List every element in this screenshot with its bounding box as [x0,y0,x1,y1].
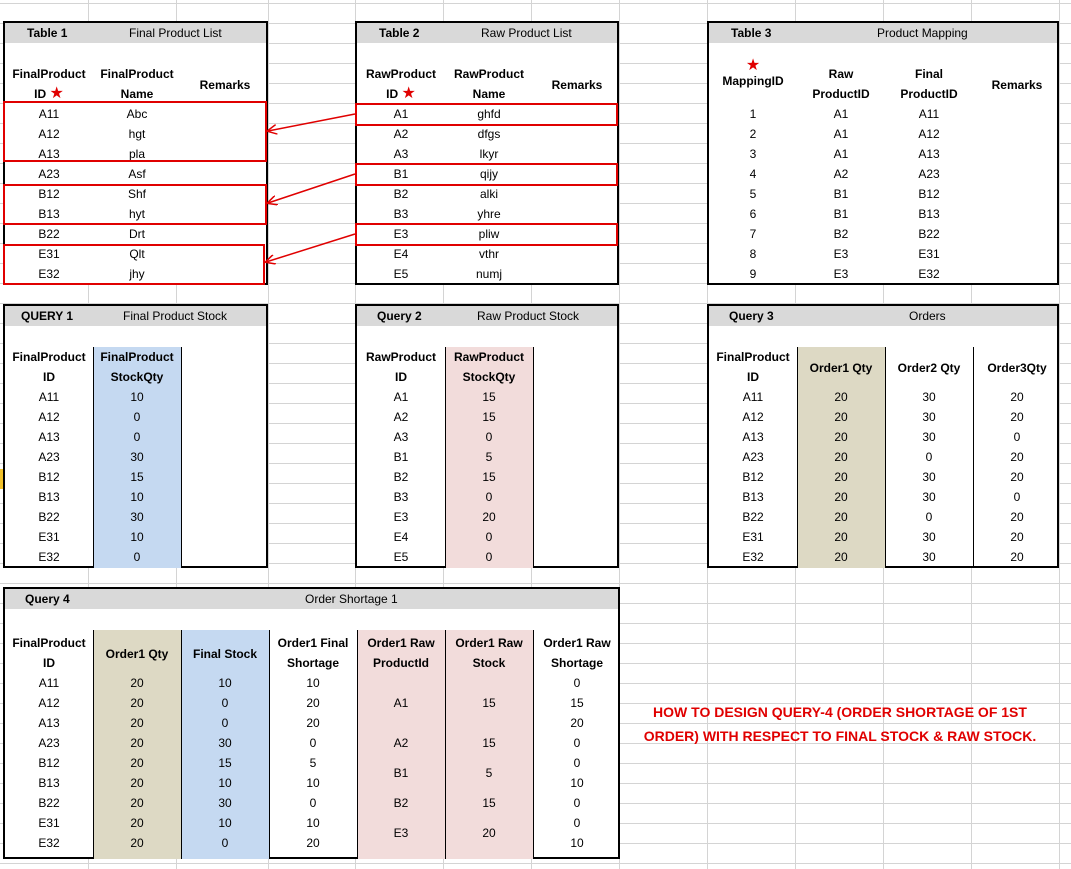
table3-col-raw [797,64,885,104]
query4-cell: A23 [38,736,60,750]
table2-col-id [357,64,445,104]
query4-cell: B13 [38,776,60,790]
query2-cell: 15 [482,390,496,404]
table2-col-name-line2: Name [472,87,506,101]
query4-cell: 10 [218,676,232,690]
query3-cell: 20 [1010,390,1024,404]
query4-col-raw-product-line2: ProductId [373,656,429,670]
table3-col-remarks: Remarks [991,78,1043,92]
query3-cell: 30 [922,430,936,444]
query4-cell: 0 [573,816,581,830]
query3-cell: 20 [1010,510,1024,524]
table1-cell: Qlt [129,247,145,261]
query4-cell: 5 [309,756,317,770]
table2-col-id-text: ID [386,87,399,101]
query3-cell: 0 [925,450,933,464]
query3-cell: E31 [742,530,764,544]
query4-cell: 10 [218,816,232,830]
table3-cell: A13 [918,147,940,161]
query4-raw-product-cell: A2 [393,736,409,750]
query1-cell: 0 [133,430,141,444]
table2-cell: B1 [393,167,409,181]
table1-col-id-line1: FinalProduct [12,67,86,81]
query1-cell: A11 [38,390,60,404]
query1-cell: A23 [38,450,60,464]
table2-cell: qijy [479,167,498,181]
query4-cell: 10 [306,816,320,830]
query1-col-id-line1: FinalProduct [12,350,86,364]
query2-cell: A1 [393,390,409,404]
query4-col-raw-product-line1: Order1 Raw [367,636,435,650]
query1-cell: E31 [38,530,60,544]
table3-cell: B12 [918,187,940,201]
query2-cell: E5 [393,550,409,564]
query4-col-final-shortage-line1: Order1 Final [277,636,349,650]
key-star-icon: ★ [401,85,416,102]
query3-cell: 20 [834,550,848,564]
query3-cell: B22 [742,510,764,524]
query2-cell: 0 [485,530,493,544]
table1-col-name-line1: FinalProduct [100,67,174,81]
query4-cell: B22 [38,796,60,810]
table2-cell: B2 [393,187,409,201]
query1-cell: A13 [38,430,60,444]
table1-cell: Abc [126,107,148,121]
table1-cell: Shf [127,187,146,201]
table1-cell: B22 [38,227,60,241]
query4-title: Order Shortage 1 [305,592,398,606]
query3-cell: 20 [1010,450,1024,464]
query3-col-id-line1: FinalProduct [716,350,790,364]
query1-cell: B12 [38,470,60,484]
query3-cell: B13 [742,490,764,504]
query3-cell: 20 [834,450,848,464]
query3-col-order3: Order3Qty [987,361,1047,375]
query4-raw-product-cell: A1 [393,696,409,710]
highlight-box-a1-raw [355,103,618,126]
query4-cell: 20 [130,696,144,710]
query3-col-id-line2: ID [747,370,759,384]
query1 [3,304,268,568]
table2-cell: E5 [393,267,409,281]
query2-cell: E4 [393,530,409,544]
query1-title: Final Product Stock [123,309,228,323]
table2-col-remarks: Remarks [551,78,603,92]
query4-col-raw-shortage [533,633,621,673]
query4-col-raw-product [357,633,445,673]
table1-tag: Table 1 [27,26,68,40]
query4-cell: 0 [221,696,229,710]
table2-cell: pliw [478,227,500,241]
query2-cell: 15 [482,470,496,484]
table2-cell: A2 [393,127,409,141]
query3-cell: 30 [922,550,936,564]
query4-raw-stock-cell: 15 [482,796,496,810]
table3-cell: A2 [833,167,849,181]
query4-col-id-line2: ID [43,656,55,670]
query1-tag: QUERY 1 [21,309,74,323]
query2-cell: B1 [393,450,409,464]
query1-cell: 30 [130,510,144,524]
query1-cell: 15 [130,470,144,484]
query1-divider [181,347,182,568]
query4-cell: 10 [306,776,320,790]
query4-cell: A13 [38,716,60,730]
query4-raw-stock-cell: 15 [482,696,496,710]
query3-cell: 20 [834,430,848,444]
query3-cell: E32 [742,550,764,564]
question-line1: HOW TO DESIGN QUERY-4 (ORDER SHORTAGE OF 1ST [653,704,1027,720]
highlight-box-e-final [3,244,265,285]
query4-col-final-stock: Final Stock [192,647,257,661]
table3-col-raw-line1: Raw [828,67,854,81]
query1-cell: 10 [130,390,144,404]
query2-cell: 5 [485,450,493,464]
table2-col-id-line2 [357,84,445,104]
query2-title: Raw Product Stock [477,309,580,323]
query3-cell: 0 [925,510,933,524]
table3-col-mapping-text: MappingID [722,74,784,88]
table1-col-remarks: Remarks [199,78,251,92]
query4-raw-stock-cell: 20 [482,826,496,840]
table3-cell: 6 [749,207,757,221]
query4-raw-product-cell: B2 [393,796,409,810]
query3-cell: 30 [922,410,936,424]
query3-cell: A11 [742,390,764,404]
query4-col-id [5,633,93,673]
query1-cell: 30 [130,450,144,464]
key-star-icon: ★ [49,85,64,102]
table3-title: Product Mapping [877,26,968,40]
query4-cell: 15 [570,696,584,710]
query2 [355,304,619,568]
query4-raw-product-cell: E3 [393,826,409,840]
query2-cell: A2 [393,410,409,424]
question-text [640,700,1040,748]
query4-cell: 0 [309,796,317,810]
table3-cell: 4 [749,167,757,181]
query4-cell: 0 [573,736,581,750]
table1-cell: Drt [129,227,145,241]
query3-cell: 30 [922,530,936,544]
table3-cell: B1 [833,187,849,201]
query4-cell: 0 [221,836,229,850]
table3-cell: 2 [749,127,757,141]
query2-cell: 20 [482,510,496,524]
query2-divider [533,347,534,568]
table2-cell: E4 [393,247,409,261]
query4-cell: A11 [38,676,60,690]
table2-cell: alki [479,187,498,201]
query4-col-raw-shortage-line2: Shortage [550,656,603,670]
query4-cell: 30 [218,796,232,810]
table3-col-mapping [709,59,797,89]
table1-cell: A23 [38,167,60,181]
query3-cell: 20 [1010,410,1024,424]
query1-cell: E32 [38,550,60,564]
table2-cell: B3 [393,207,409,221]
query2-col-id-line2: ID [395,370,407,384]
query3-tag: Query 3 [729,309,774,323]
query3-cell: 20 [834,530,848,544]
table1-cell: jhy [129,267,145,281]
query3-cell: 30 [922,390,936,404]
query4-col-id-line1: FinalProduct [12,636,86,650]
query4-cell: 0 [221,716,229,730]
query3-title: Orders [909,309,946,323]
table1-col-id-text: ID [34,87,47,101]
query4-cell: 20 [130,716,144,730]
table2-title: Raw Product List [481,26,572,40]
query3-cell: 20 [834,490,848,504]
query2-cell: 0 [485,490,493,504]
query3-cell: A23 [742,450,764,464]
table2-cell: ghfd [477,107,501,121]
query2-col-stock-line2: StockQty [462,370,516,384]
table1-cell: E31 [38,247,60,261]
query4-col-raw-stock-line2: Stock [472,656,506,670]
query3-cell: 20 [1010,470,1024,484]
query1-col-id [5,347,93,387]
table2-cell: lkyr [479,147,499,161]
table3-cell: 3 [749,147,757,161]
query4-raw-stock-cell: 15 [482,736,496,750]
query4-cell: E31 [38,816,60,830]
question-line2: ORDER) WITH RESPECT TO FINAL STOCK & RAW STOCK. [643,728,1037,744]
table1-cell: pla [128,147,145,161]
query4-cell: 10 [570,836,584,850]
table2-cell: E3 [393,227,409,241]
query2-cell: B3 [393,490,409,504]
table1-cell: hyt [128,207,145,221]
table1-col-id [5,64,93,104]
table3-cell: E3 [833,247,849,261]
table2-cell: numj [475,267,502,281]
query3-cell: 0 [1013,490,1021,504]
query1-col-stock-line2: StockQty [110,370,164,384]
query3-col-order2: Order2 Qty [897,361,961,375]
query3-cell: 20 [834,470,848,484]
key-star-icon: ★ [745,57,761,74]
table3-col-final-line2: ProductID [900,87,958,101]
query2-tag: Query 2 [377,309,422,323]
table3-cell: 8 [749,247,757,261]
table3-cell: E31 [918,247,940,261]
query2-col-id-line1: RawProduct [365,350,436,364]
highlight-box-b1-raw [355,163,618,186]
query2-cell: E3 [393,510,409,524]
table3-cell: A1 [833,127,849,141]
query4-cell: 20 [130,836,144,850]
query1-col-id-line2: ID [43,370,55,384]
table3-cell: B22 [918,227,940,241]
query3-col-order1: Order1 Qty [809,361,873,375]
query4-cell: 10 [218,776,232,790]
query4-col-final-shortage-line2: Shortage [286,656,339,670]
table1-col-name [93,64,181,104]
table2-cell: A3 [393,147,409,161]
table1-cell: hgt [128,127,146,141]
query2-col-stock [445,347,533,387]
highlight-box-b-final [3,184,267,225]
query1-cell: 10 [130,490,144,504]
table3-cell: A11 [918,107,940,121]
query4-cell: 20 [130,756,144,770]
query4-cell: 20 [306,696,320,710]
table3-cell: A1 [833,107,849,121]
query4-cell: 20 [130,776,144,790]
table3-col-raw-line2: ProductID [812,87,870,101]
table2-col-id-line1: RawProduct [365,67,436,81]
table1-cell: A11 [38,107,60,121]
table2-cell: A1 [393,107,409,121]
query4-col-final-shortage [269,633,357,673]
query4-cell: 0 [309,736,317,750]
table3-cell: E3 [833,267,849,281]
query2-cell: B2 [393,470,409,484]
table1-cell: Asf [128,167,146,181]
query1-cell: B13 [38,490,60,504]
table3-cell: 1 [749,107,757,121]
query4-cell: 20 [130,676,144,690]
table3-tag: Table 3 [731,26,772,40]
query4-cell: 20 [130,736,144,750]
table3-cell: A1 [833,147,849,161]
query3-cell: 30 [922,490,936,504]
table3-cell: B2 [833,227,849,241]
query4-cell: 0 [573,756,581,770]
table3-cell: 5 [749,187,757,201]
query4-raw-product-cell: B1 [393,766,409,780]
table3-cell: A12 [918,127,940,141]
query4-cell: 20 [570,716,584,730]
highlight-box-e3-raw [355,223,618,246]
table1-cell: A12 [38,127,60,141]
table1-title: Final Product List [129,26,222,40]
table2-tag: Table 2 [379,26,420,40]
query3-cell: 0 [1013,430,1021,444]
query3-cell: A13 [742,430,764,444]
table3-cell: 7 [749,227,757,241]
query3-cell: 20 [834,510,848,524]
query3 [707,304,1059,568]
query2-cell: A3 [393,430,409,444]
query2-cell: 15 [482,410,496,424]
table2-col-name-line1: RawProduct [453,67,524,81]
query3-cell: 20 [1010,530,1024,544]
query3-cell: 20 [834,410,848,424]
highlight-box-a-final [3,101,267,162]
query4-cell: E32 [38,836,60,850]
query1-col-stock-line1: FinalProduct [100,350,174,364]
table1-cell: B13 [38,207,60,221]
table2-cell: yhre [477,207,501,221]
query4-cell: 0 [573,796,581,810]
query4-col-raw-stock-line1: Order1 Raw [455,636,523,650]
query3-cell: 20 [1010,550,1024,564]
table2-cell: vthr [478,247,499,261]
table3-col-final-line1: Final [914,67,943,81]
query2-col-id [357,347,445,387]
query4-cell: 30 [218,736,232,750]
query3-cell: 20 [834,390,848,404]
table1-cell: E32 [38,267,60,281]
query3-col-id [709,347,797,387]
query1-cell: 10 [130,530,144,544]
table1-cell: B12 [38,187,60,201]
query4-tag: Query 4 [25,592,70,606]
query1-cell: 0 [133,410,141,424]
query4-col-raw-stock [445,633,533,673]
query4-col-raw-shortage-line1: Order1 Raw [543,636,611,650]
table3-cell: B13 [918,207,940,221]
query1-cell: A12 [38,410,60,424]
query2-cell: 0 [485,430,493,444]
query4-cell: 0 [573,676,581,690]
table3-cell: E32 [918,267,940,281]
query3-cell: A12 [742,410,764,424]
table3-cell: B1 [833,207,849,221]
query4-cell: 20 [130,796,144,810]
table3-col-final [885,64,973,104]
query1-cell: B22 [38,510,60,524]
query4-cell: 10 [306,676,320,690]
query4-cell: 20 [130,816,144,830]
table1-cell: A13 [38,147,60,161]
query2-cell: 0 [485,550,493,564]
table3-cell: A23 [918,167,940,181]
query4-cell: 10 [570,776,584,790]
query4-cell: 20 [306,836,320,850]
table3-cell: 9 [749,267,757,281]
query3-cell: B12 [742,470,764,484]
table2-cell: dfgs [477,127,501,141]
query4-cell: A12 [38,696,60,710]
table3 [707,21,1059,285]
table1-col-name-line2: Name [120,87,154,101]
query4-cell: 15 [218,756,232,770]
query2-col-stock-line1: RawProduct [453,350,524,364]
query1-col-stock [93,347,181,387]
table2-col-name [445,64,533,104]
query4 [3,587,620,859]
query3-cell: 30 [922,470,936,484]
query4-cell: B12 [38,756,60,770]
query4-col-order1: Order1 Qty [105,647,169,661]
query1-cell: 0 [133,550,141,564]
query4-cell: 20 [306,716,320,730]
query4-raw-stock-cell: 5 [485,766,493,780]
